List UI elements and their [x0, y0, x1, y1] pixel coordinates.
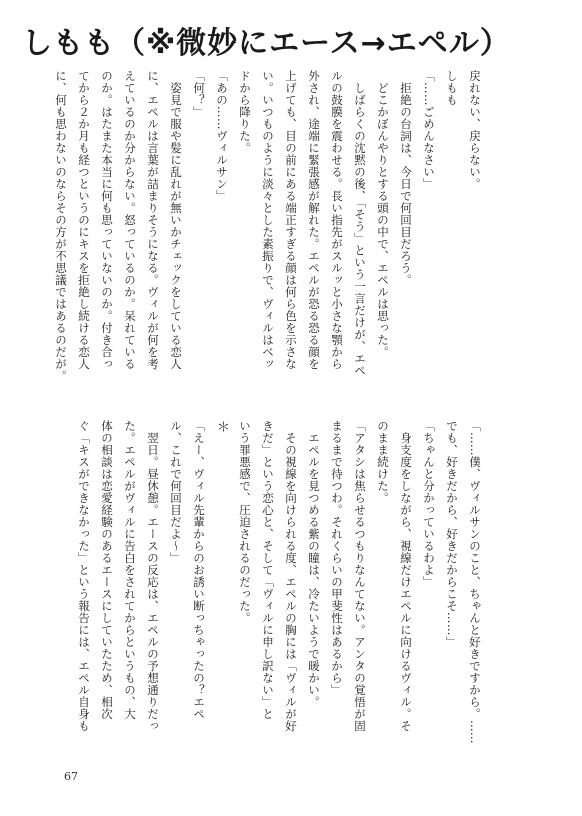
text-column: 体の相談は恋愛経験のあるエースにしていたため、相次: [100, 420, 114, 720]
text-column: に、何も思わないのならその方が不思議ではあるのだが。: [54, 70, 68, 382]
text-column: ル、これで何回目だよ～」: [169, 420, 183, 564]
text-column: 拒絶の台詞は、今日で何回目だろう。: [399, 70, 413, 286]
text-column: に、エペルは言葉が詰まりそうになる。ヴィルが何を考: [146, 70, 160, 370]
scene-break-asterisk: ＊: [214, 420, 229, 434]
text-column: 戻れない、戻らない。: [468, 70, 482, 190]
text-column: 「アタシは焦らせるつもりなんてない。アンタの覚悟が固: [353, 420, 367, 732]
text-column: まるまで待つわ。それくらいの甲斐性はあるから」: [330, 420, 344, 696]
text-column: 外され、途端に緊張感が解れた。エペルが恐る恐る顔を: [307, 70, 321, 370]
text-column: 姿見で服や髪に乱れが無いかチェックをしている恋人: [169, 70, 183, 370]
text-column: いう罪悪感で、圧迫されるのだった。: [238, 420, 252, 624]
text-column: ドから降りた。: [238, 70, 252, 154]
text-column: てから２か月も経つというのにキスを拒絶し続ける恋人: [77, 70, 91, 370]
lower-text-block: [76, 420, 486, 752]
text-column: 「ちゃんと分かっているわよ」: [422, 420, 436, 588]
upper-text-block: [54, 70, 486, 390]
text-column: でも、好きだから、好きだからこそ……」: [445, 420, 459, 648]
text-column: のまま続けた。: [376, 420, 390, 504]
text-column: エペルを見つめる紫の瞳は、冷たいようで暖かい。: [307, 420, 321, 708]
text-column: ルの鼓膜を震わせる。長い指先がスルッと小さな顎から: [330, 70, 344, 370]
text-column: 翌日。昼休憩。エースの反応は、エペルの予想通りだっ: [146, 420, 160, 732]
page-number: 67: [64, 770, 78, 783]
page-title: しもも（※微妙にエース→エペル）: [22, 26, 511, 61]
text-column: 「あの……ヴィルサン」: [215, 70, 229, 202]
text-column: 「……僕、ヴィルサンのこと、ちゃんと好きですから。……: [468, 420, 482, 744]
text-column: どこかぼんやりとする頭の中で、エペルは思った。: [376, 70, 390, 358]
text-column: 上げても、目の前にある端正すぎる顔は何ら色を示さな: [284, 70, 298, 370]
text-column: 「何？」: [192, 70, 206, 118]
text-column: えているのか分からない。怒っているのか。呆れている: [123, 70, 137, 370]
text-column: 「……ごめんなさい」: [422, 70, 436, 190]
text-column: ぐ「キスができなかった」という報告には、エペル自身も: [77, 420, 91, 732]
author-name: しもも: [445, 70, 459, 106]
text-column: きだ」という恋心と、そして「ヴィルに申し訳ない」と: [261, 420, 275, 720]
text-column: 「えー、ヴィル先輩からのお誘い断っちゃったの？エペ: [192, 420, 206, 720]
text-column: しばらくの沈黙の後、「そう」という一言だけが、エペ: [353, 70, 367, 377]
text-column: のか。はたまた本当に何も思っていないのか。付き合っ: [100, 70, 114, 370]
text-column: た。エペルがヴィルに告白をされてからというもの、大: [123, 420, 137, 720]
text-column: 身支度をしながら、視線だけエペルに向けるヴィル。そ: [399, 420, 413, 732]
text-column: い。いつものように淡々とした素振りで、ヴィルはベッ: [261, 70, 275, 370]
text-column: その視線を向けられる度、エペルの胸には「ヴィルが好: [284, 420, 298, 732]
